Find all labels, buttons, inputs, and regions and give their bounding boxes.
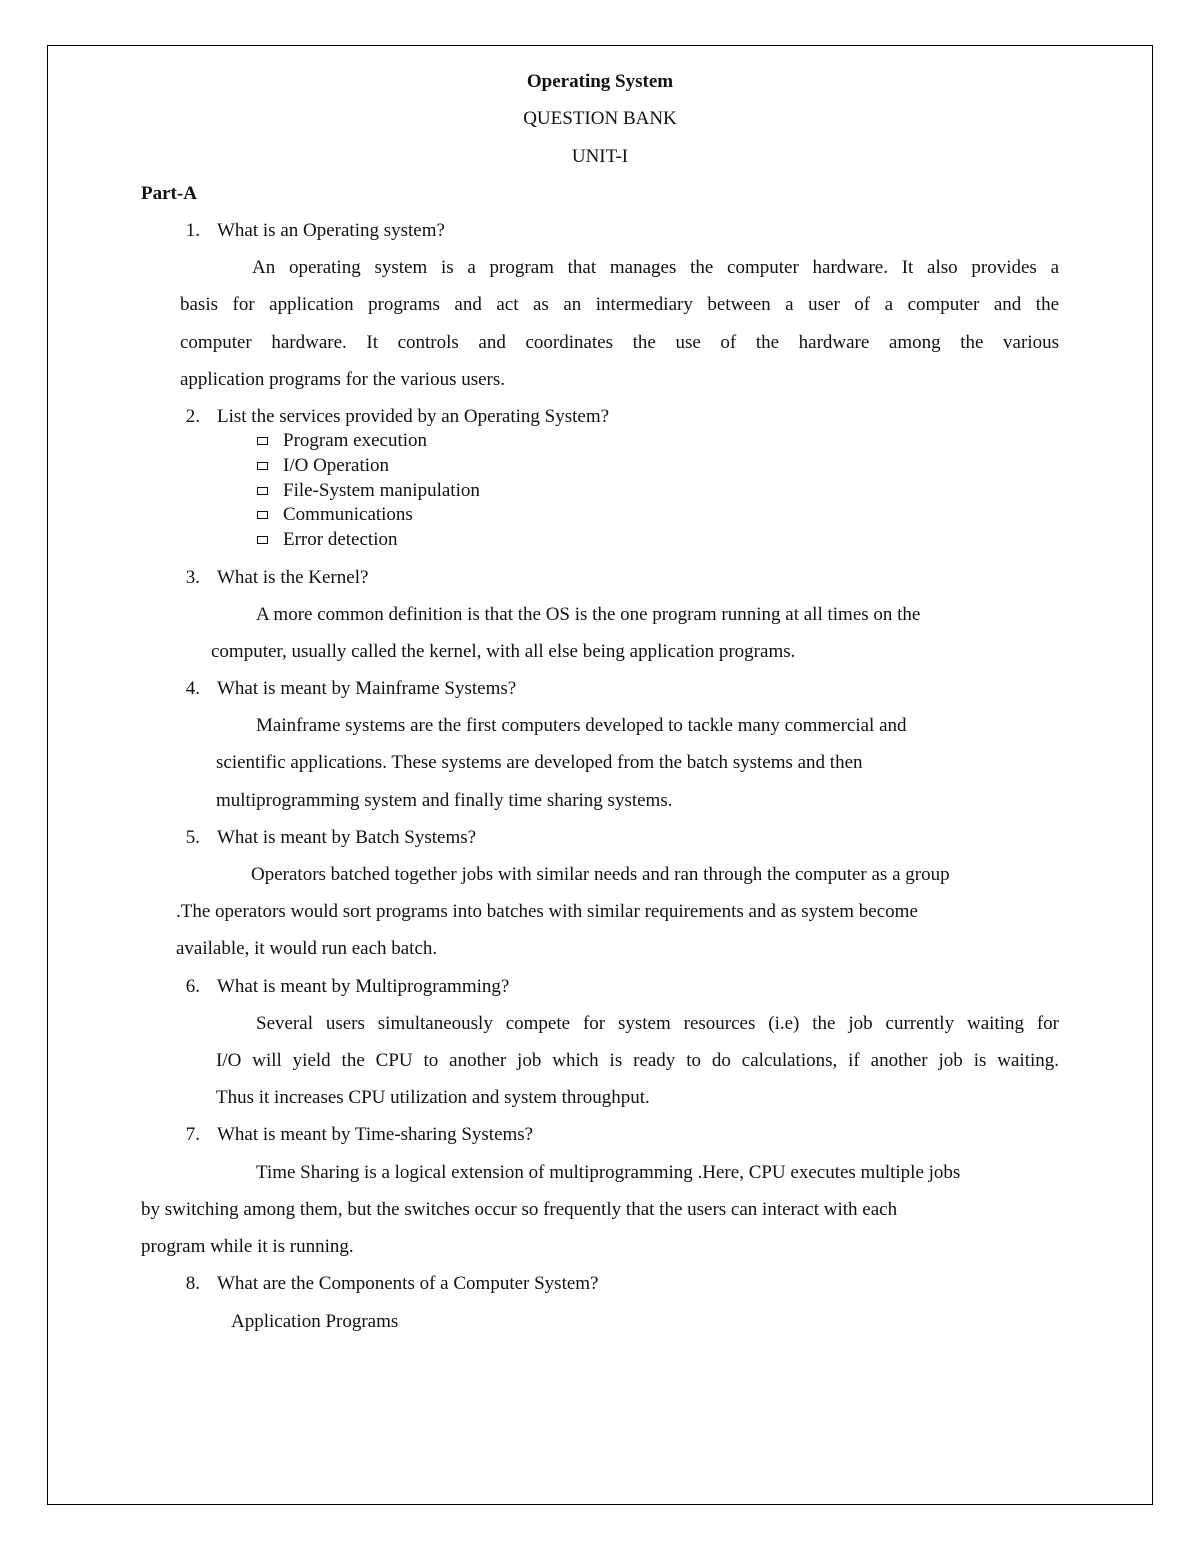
question-text: List the services provided by an Operating System? — [217, 406, 610, 427]
question-text: What is an Operating system? — [217, 220, 445, 241]
square-bullet-icon — [257, 437, 268, 445]
question-number: 7. — [185, 1124, 200, 1145]
list-item: I/O Operation — [257, 454, 389, 478]
answer-line: by switching among them, but the switches occur so frequently that the users can interact with each — [141, 1199, 898, 1220]
answer-line: multiprogramming system and finally time sharing systems. — [216, 790, 673, 811]
question-number: 6. — [185, 976, 200, 997]
list-item: File-System manipulation — [257, 479, 480, 503]
square-bullet-icon — [257, 511, 268, 519]
answer-line: .The operators would sort programs into batches with similar requirements and as system become — [176, 901, 918, 922]
question-number: 5. — [185, 827, 200, 848]
answer-line: computer, usually called the kernel, with all else being application programs. — [211, 641, 796, 662]
square-bullet-icon — [257, 462, 268, 470]
answer-line: Operators batched together jobs with similar needs and ran through the computer as a group — [251, 864, 950, 885]
answer-line: scientific applications. These systems are developed from the batch systems and then — [216, 752, 863, 773]
question-number: 2. — [185, 406, 200, 427]
answer-line: program while it is running. — [141, 1236, 354, 1257]
answer-line: Mainframe systems are the first computers developed to tackle many commercial and — [256, 715, 907, 736]
list-item: Communications — [257, 503, 413, 527]
answer-line: available, it would run each batch. — [176, 938, 438, 959]
answer-line: computer hardware. It controls and coordinates the use of the hardware among the various — [180, 332, 1059, 353]
question-number: 3. — [185, 567, 200, 588]
square-bullet-icon — [257, 536, 268, 544]
document-subtitle: QUESTION BANK — [523, 108, 677, 129]
answer-line: I/O will yield the CPU to another job which is ready to do calculations, if another job is waiting. — [216, 1050, 1059, 1071]
question-text: What is meant by Batch Systems? — [217, 827, 477, 848]
question-text: What is meant by Mainframe Systems? — [217, 678, 517, 699]
answer-line: An operating system is a program that manages the computer hardware. It also provides a — [252, 257, 1059, 278]
question-number: 1. — [185, 220, 200, 241]
square-bullet-icon — [257, 487, 268, 495]
answer-line: Several users simultaneously compete for system resources (i.e) the job currently waiting for — [256, 1013, 1059, 1034]
document-title: Operating System — [526, 71, 674, 92]
unit-heading: UNIT-I — [571, 146, 629, 167]
question-number: 4. — [185, 678, 200, 699]
question-text: What are the Components of a Computer System? — [217, 1273, 599, 1294]
list-item: Error detection — [257, 528, 397, 552]
answer-line: basis for application programs and act as an intermediary between a user of a computer and the — [180, 294, 1059, 315]
question-text: What is meant by Multiprogramming? — [217, 976, 510, 997]
answer-line: Application Programs — [231, 1311, 399, 1332]
question-number: 8. — [185, 1273, 200, 1294]
answer-line: A more common definition is that the OS is the one program running at all times on the — [256, 604, 921, 625]
question-text: What is the Kernel? — [217, 567, 369, 588]
section-heading: Part-A — [141, 183, 197, 204]
answer-line: Thus it increases CPU utilization and system throughput. — [216, 1087, 650, 1108]
list-item: Program execution — [257, 429, 427, 453]
question-text: What is meant by Time-sharing Systems? — [217, 1124, 534, 1145]
answer-line: Time Sharing is a logical extension of multiprogramming .Here, CPU executes multiple jobs — [256, 1162, 961, 1183]
answer-line: application programs for the various users. — [180, 369, 506, 390]
